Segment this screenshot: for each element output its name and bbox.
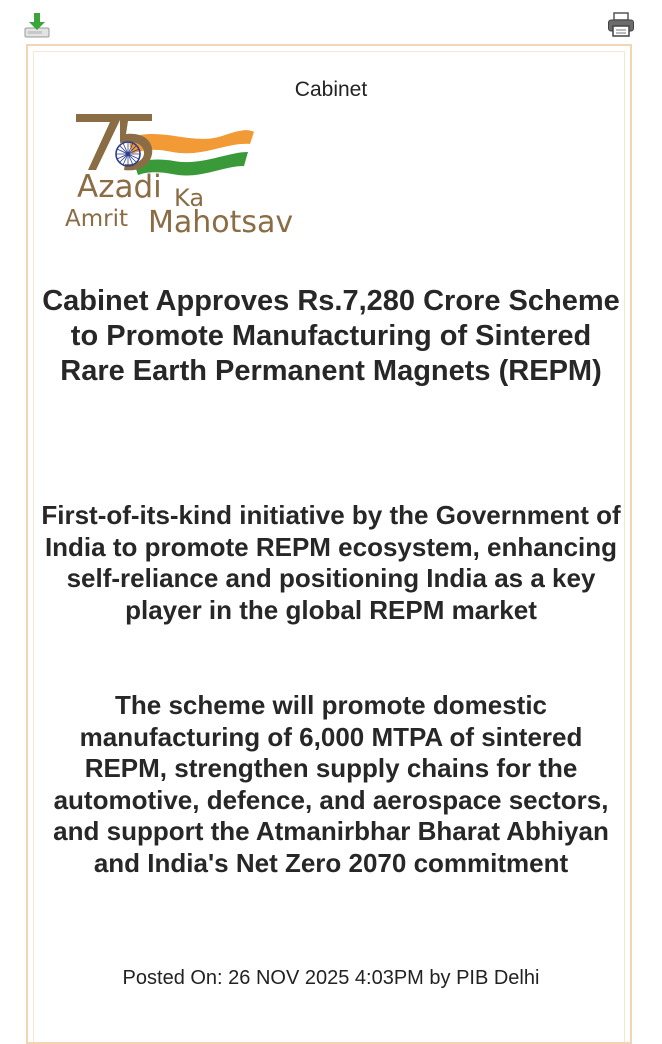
chakra-icon xyxy=(116,142,140,166)
printer-icon[interactable] xyxy=(606,10,636,40)
download-icon[interactable] xyxy=(22,10,52,40)
subheading-scheme: The scheme will promote domestic manufacturing of 6,000 MTPA of sintered REPM, strengthen supply chains for the automotive, defence, and aerospace sectors, and support the Atmanirbhar Bharat Abhiyan and India's Net Zero 2070 commitment xyxy=(53,690,609,878)
logo-text-amrit: Amrit xyxy=(65,206,129,232)
press-release-headline: Cabinet Approves Rs.7,280 Crore Scheme to Promote Manufacturing of Sintered Rare Earth Permanent Magnets (REPM) xyxy=(42,285,620,387)
subheading-initiative: First-of-its-kind initiative by the Government of India to promote REPM ecosystem, enhancing self-reliance and positioning India as a key player in the global REPM market xyxy=(41,500,621,625)
azadi-ka-amrit-mahotsav-logo xyxy=(62,108,307,248)
posted-on-line: Posted On: 26 NOV 2025 4:03PM by PIB Delhi xyxy=(122,967,540,989)
logo-text-mahotsav: Mahotsav xyxy=(148,205,294,240)
ministry-label: Cabinet xyxy=(294,78,368,101)
logo-text-ka: Ka xyxy=(174,184,205,212)
toolbar xyxy=(0,0,662,44)
logo-text-azadi: Azadi xyxy=(77,169,162,205)
